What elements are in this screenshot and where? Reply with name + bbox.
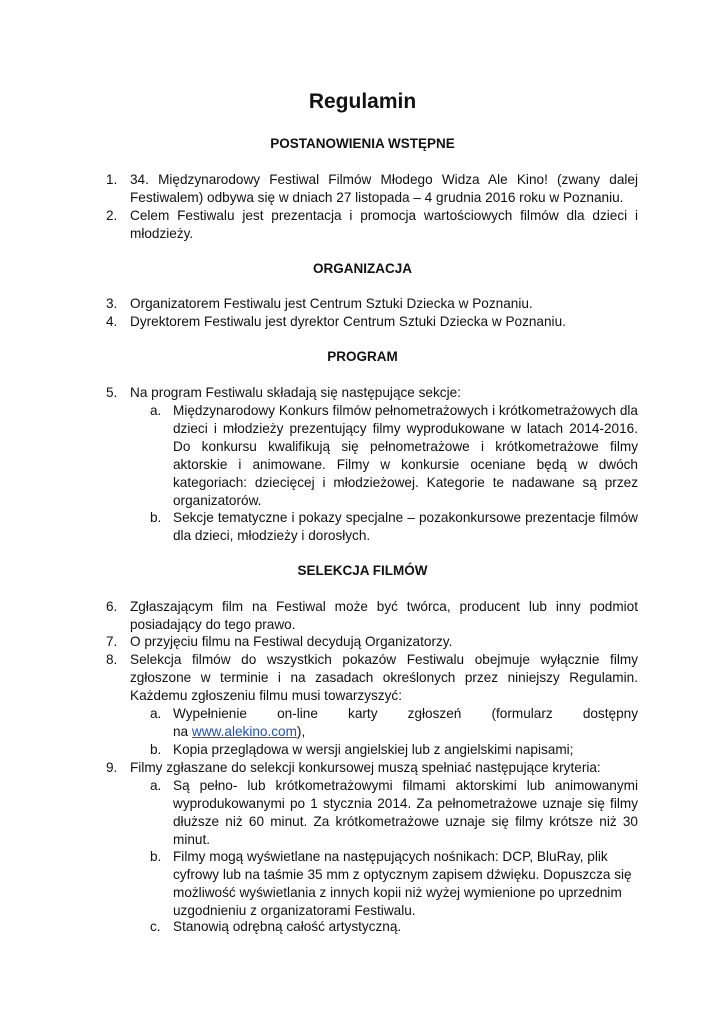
sub-item-text: Stanowią odrębną całość artystyczną.	[173, 919, 402, 934]
sub-item-letter: a.	[150, 706, 162, 721]
sub-item-text: Wypełnienie on-line karty zgłoszeń (formularz dostępny	[173, 706, 638, 721]
sub-item-letter: b.	[150, 510, 162, 525]
link-prefix: na	[173, 724, 192, 739]
item-text: 34. Międzynarodowy Festiwal Filmów Młodego Widza Ale Kino! (zwany dalej Festiwalem) odbywa się w dniach 27 listopada – 4 grudnia 2016 roku w Poznaniu.	[130, 172, 638, 205]
sub-item-text: Filmy mogą wyświetlane na następujących nośnikach: DCP, BluRay, plik cyfrowy lub na taśmie 35 mm z optycznym zapisem dźwięku. Dopuszcza się możliwość wyświetlania z innych kopii niż wyżej wymienione po uprzednim uzgodnieniu z organizatorami Festiwalu.	[173, 849, 632, 918]
item-number: 8.	[106, 652, 118, 667]
link-suffix: ),	[296, 724, 306, 739]
sub-item-letter: b.	[150, 742, 162, 757]
item-text: Na program Festiwalu składają się następujące sekcje:	[130, 385, 461, 400]
sub-item-text: Są pełno- lub krótkometrażowymi filmami aktorskimi lub animowanymi wyprodukowanymi po 1 stycznia 2014. Za pełnometrażowe uznaje się filmy dłuższe niż 60 minut. Za krótkometrażowe uznaje się filmy krótsze niż 30 minut.	[173, 778, 638, 847]
item-number: 4.	[106, 314, 118, 329]
item-number: 3.	[106, 296, 118, 311]
item-text: O przyjęciu filmu na Festiwal decydują Organizatorzy.	[130, 634, 453, 649]
sub-item-text: Sekcje tematyczne i pokazy specjalne – pozakonkursowe prezentacje filmów dla dzieci, młodzieży i dorosłych.	[173, 510, 638, 543]
alekino-link[interactable]: www.alekino.com	[191, 724, 297, 739]
item-number: 1.	[106, 172, 118, 187]
section-heading-selection: SELEKCJA FILMÓW	[297, 563, 428, 578]
sub-item-letter: a.	[150, 403, 162, 418]
item-number: 9.	[106, 760, 118, 775]
sub-item-letter: b.	[150, 849, 162, 864]
sub-item-text-continuation	[173, 723, 638, 741]
sub-item-letter: a.	[150, 778, 162, 793]
item-text: Dyrektorem Festiwalu jest dyrektor Centrum Sztuki Dziecka w Poznaniu.	[130, 314, 566, 329]
item-number: 2.	[106, 208, 118, 223]
item-text: Organizatorem Festiwalu jest Centrum Sztuki Dziecka w Poznaniu.	[130, 296, 533, 311]
section-heading-program: PROGRAM	[327, 349, 398, 364]
item-text: Selekcja filmów do wszystkich pokazów Festiwalu obejmuje wyłącznie filmy zgłoszone w terminie i na zasadach określonych przez niniejszy Regulamin. Każdemu zgłoszeniu filmu musi towarzyszyć:	[130, 652, 638, 703]
document-title: Regulamin	[308, 90, 417, 113]
item-text: Zgłaszającym film na Festiwal może być twórca, producent lub inny podmiot posiadający do tego prawo.	[130, 599, 638, 632]
item-number: 7.	[106, 634, 118, 649]
section-heading-intro: POSTANOWIENIA WSTĘPNE	[270, 136, 455, 151]
section-heading-organization: ORGANIZACJA	[312, 261, 412, 276]
item-text: Celem Festiwalu jest prezentacja i promocja wartościowych filmów dla dzieci i młodzieży.	[130, 208, 638, 241]
item-text: Filmy zgłaszane do selekcji konkursowej muszą spełniać następujące kryteria:	[130, 760, 601, 775]
sub-item-text: Międzynarodowy Konkurs filmów pełnometrażowych i krótkometrażowych dla dzieci i młodzieży prezentujący filmy wyprodukowane w latach 2014-2016. Do konkursu kwalifikują się pełnometrażowe i krótkometrażowe filmy aktorskie i animowane. Filmy w konkursie oceniane będą w dwóch kategoriach: dziecięcej i młodzieżowej. Kategorie te nadawane są przez organizatorów.	[173, 403, 638, 508]
item-number: 5.	[106, 385, 118, 400]
sub-item-text: Kopia przeglądowa w wersji angielskiej lub z angielskimi napisami;	[173, 742, 574, 757]
sub-item-letter: c.	[150, 919, 161, 934]
item-number: 6.	[106, 599, 118, 614]
